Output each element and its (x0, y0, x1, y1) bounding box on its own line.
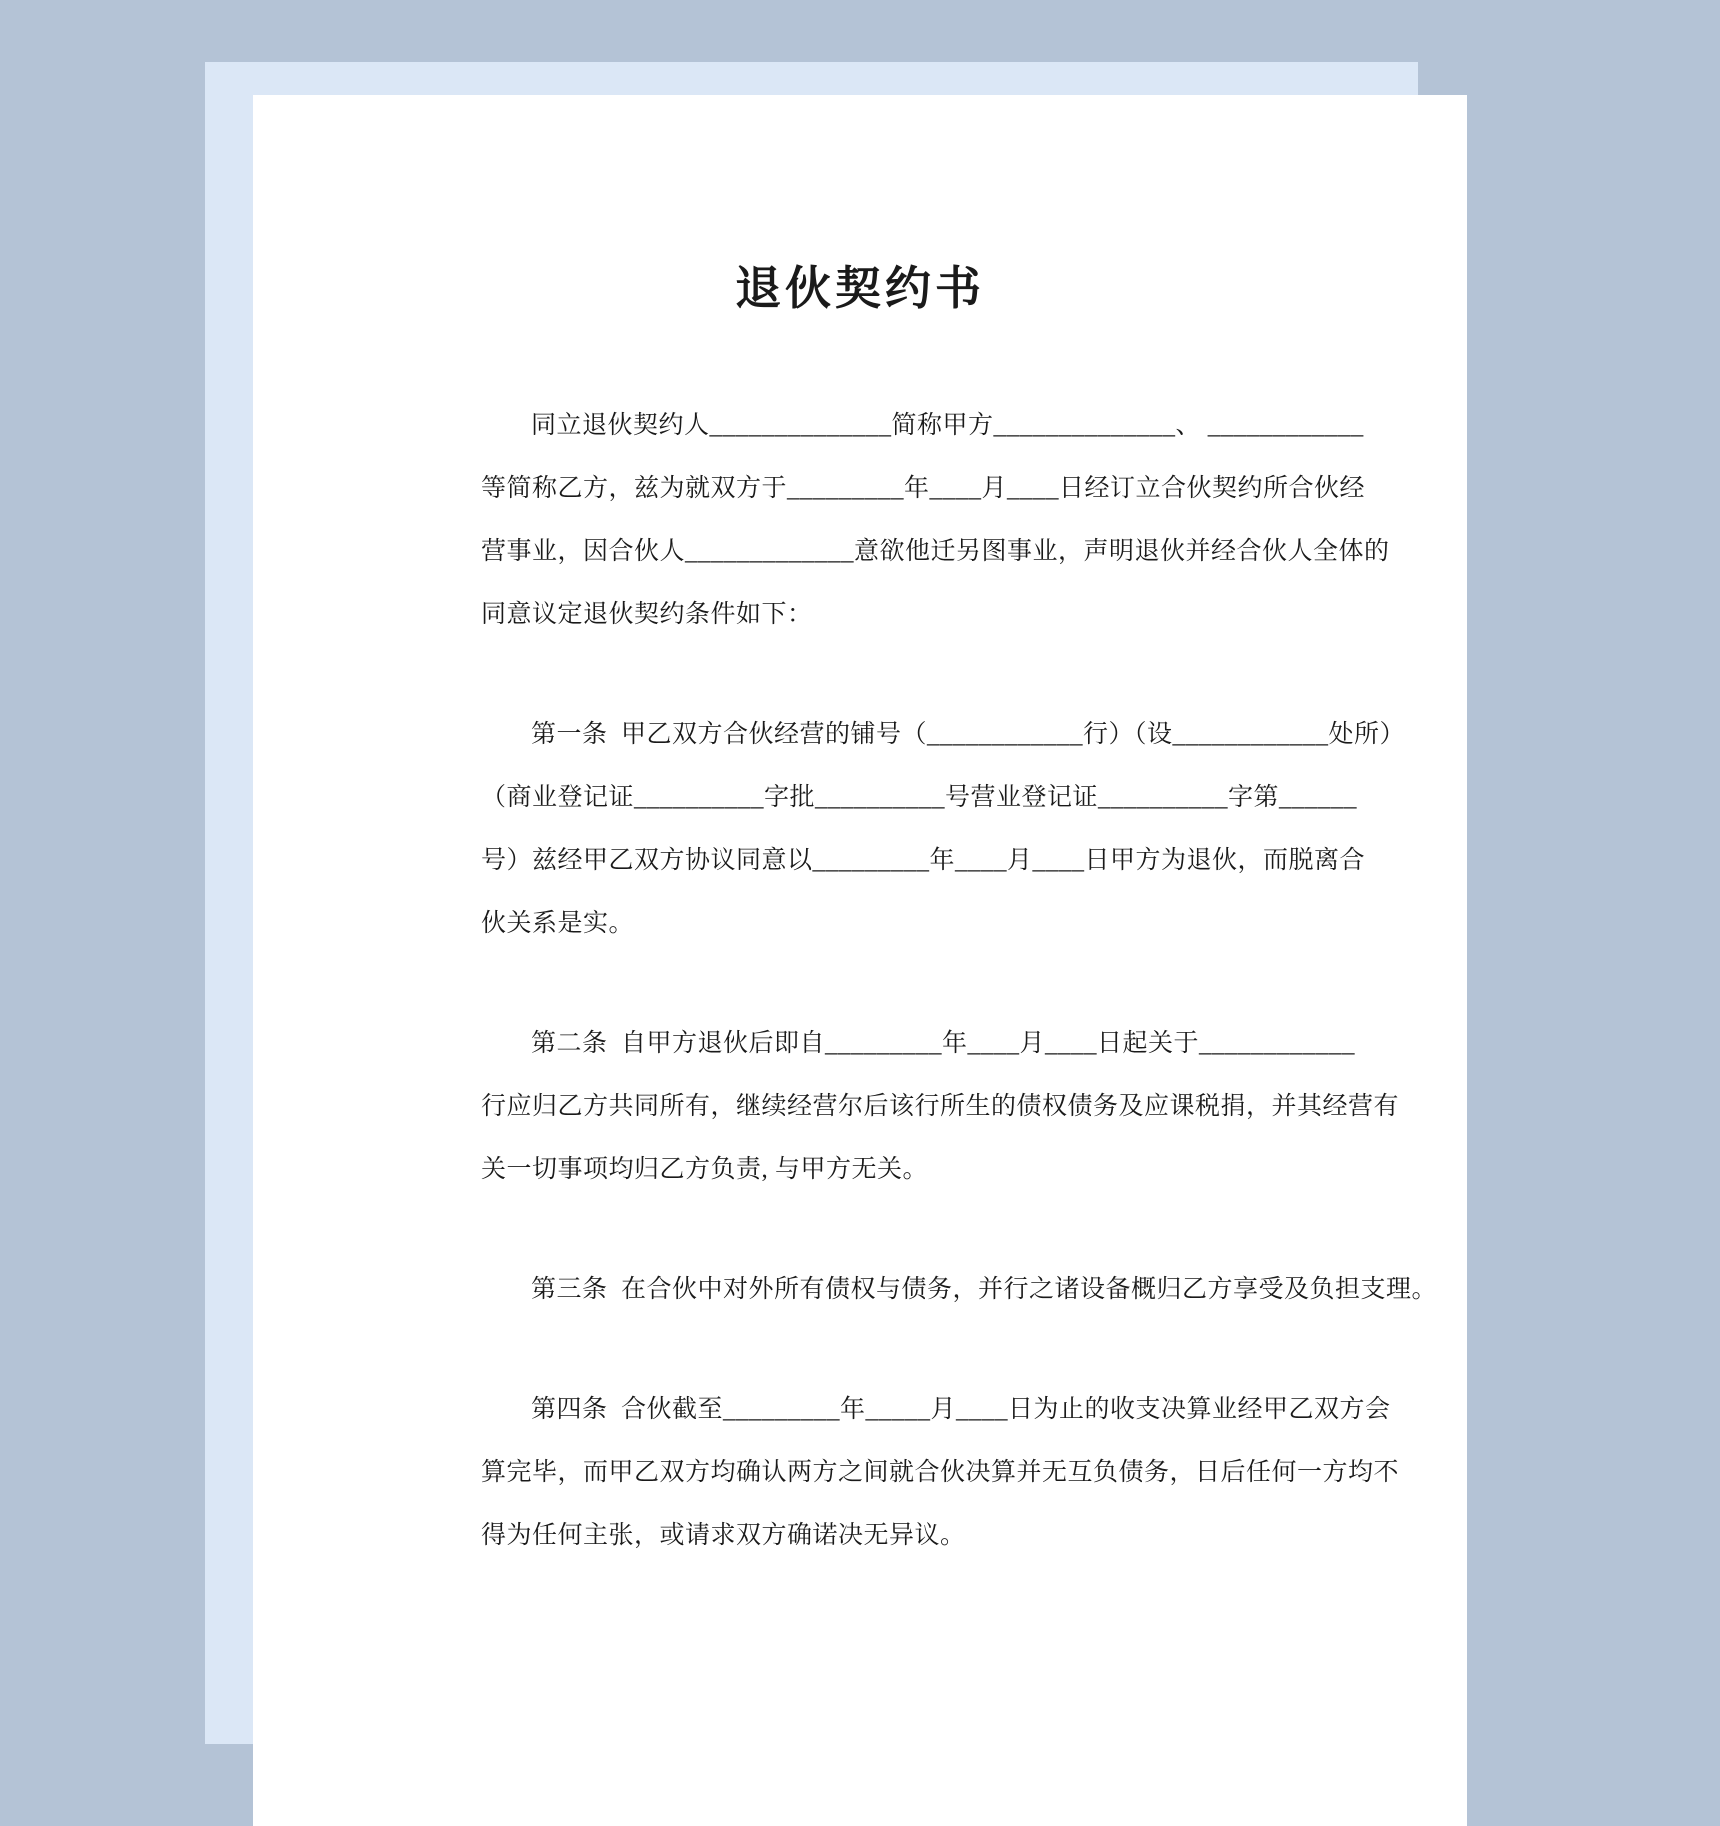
paragraph-line: 得为任何主张，或请求双方确诺决无异议。 (481, 1522, 966, 1549)
paragraph (481, 1378, 1400, 1567)
paragraph-line: 等简称乙方，兹为就双方于_________年____月____日经订立合伙契约所合伙经 (481, 475, 1366, 502)
paragraph (481, 394, 1390, 646)
paragraph (481, 1012, 1400, 1201)
document-title: 退伙契约书 (735, 261, 985, 315)
paragraph (481, 1258, 1438, 1321)
document-body (253, 394, 1467, 1567)
paragraph-line: 第二条 自甲方退伙后即自_________年____月____日起关于____________ (531, 1030, 1356, 1057)
paragraph (481, 703, 1406, 955)
paragraph-line: 算完毕，而甲乙双方均确认两方之间就合伙决算并无互负债务，日后任何一方均不 (481, 1459, 1400, 1486)
document-page (253, 95, 1467, 1826)
paragraph-line: 关一切事项均归乙方负责, 与甲方无关。 (481, 1156, 929, 1183)
paragraph-line: 同意议定退伙契约条件如下： (481, 601, 813, 628)
paragraph-line: 第一条 甲乙双方合伙经营的铺号（____________行）（设____________处所） (531, 721, 1406, 748)
paragraph-line: 同立退伙契约人______________简称甲方______________、 ____________ (531, 412, 1364, 439)
paragraph-line: 营事业，因合伙人_____________意欲他迁另图事业，声明退伙并经合伙人全体的 (481, 538, 1390, 565)
paragraph-line: 号）兹经甲乙双方协议同意以_________年____月____日甲方为退伙，而脱离合 (481, 847, 1366, 874)
paragraph-line: 伙关系是实。 (481, 910, 635, 937)
paragraph-line: 第四条 合伙截至_________年_____月____日为止的收支决算业经甲乙双方会 (531, 1396, 1391, 1423)
paragraph-line: 第三条 在合伙中对外所有债权与债务，并行之诸设备概归乙方享受及负担支理。 (531, 1276, 1438, 1303)
paragraph-line: （商业登记证__________字批__________号营业登记证__________字第______ (481, 784, 1358, 811)
paragraph-line: 行应归乙方共同所有，继续经营尔后该行所生的债权债务及应课税捐，并其经营有 (481, 1093, 1400, 1120)
